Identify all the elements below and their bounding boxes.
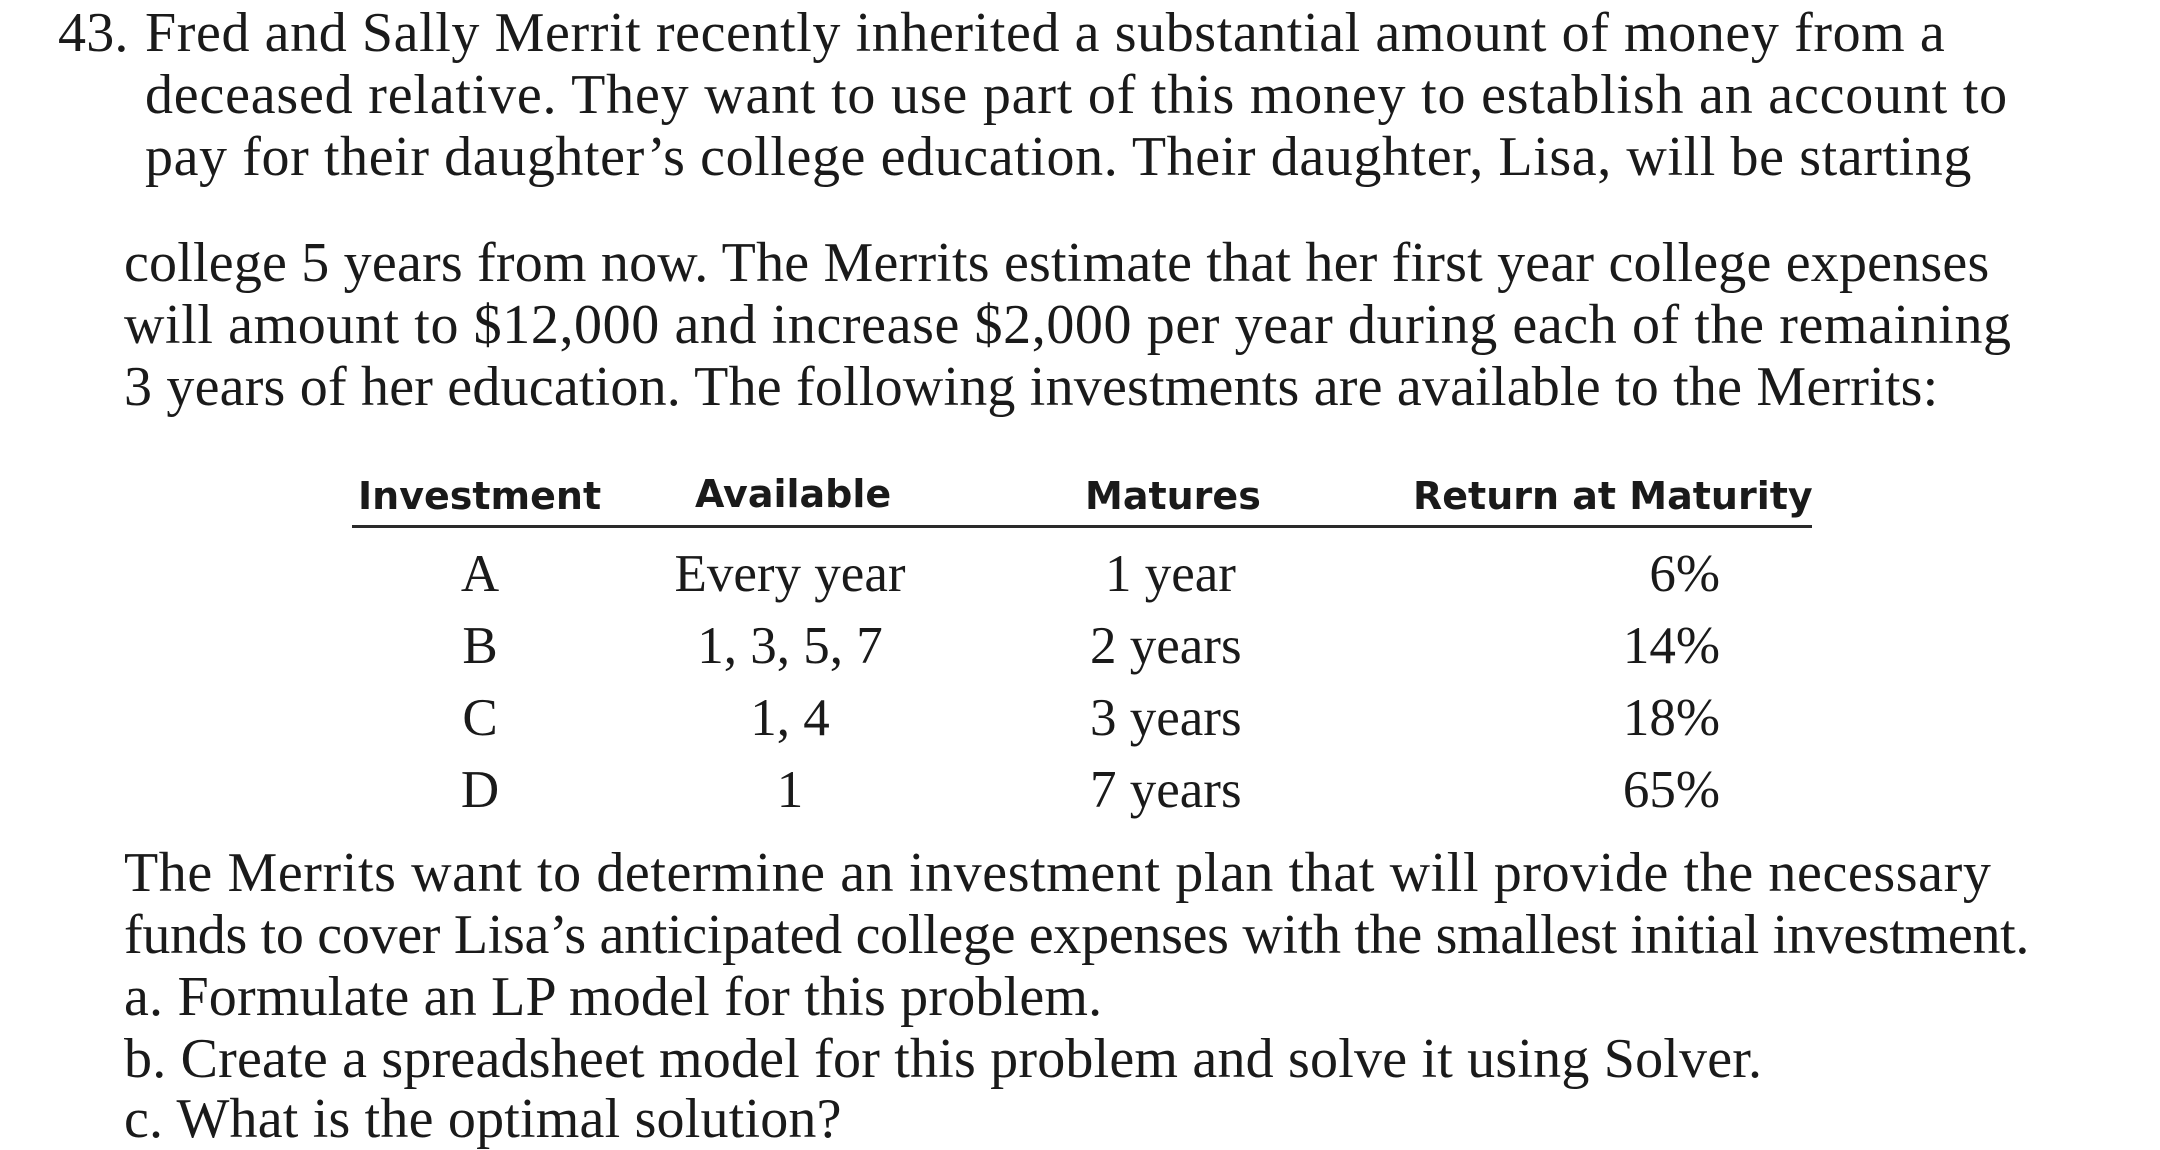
header-return: Return at Maturity [1413,474,1813,518]
cell-matures: 7 years [1090,761,1242,819]
body-line: will amount to $12,000 and increase $2,000 per year during each of the remaining [124,294,2012,356]
cell-investment: D [460,761,500,819]
body-line: college 5 years from now. The Merrits estimate that her first year college expenses [124,232,1990,294]
cell-available: Every year [674,545,906,603]
cell-return: 6% [1649,545,1720,603]
part-a: a. Formulate an LP model for this problem. [124,966,1103,1028]
cell-return: 65% [1622,761,1720,819]
cell-return: 14% [1622,617,1720,675]
header-available: Available [695,472,892,516]
intro-line: deceased relative. They want to use part of this money to establish an account to [145,64,2008,126]
cell-matures: 3 years [1090,689,1242,747]
part-b: b. Create a spreadsheet model for this problem and solve it using Solver. [124,1028,1763,1090]
body-line: 3 years of her education. The following investments are available to the Merrits: [124,356,1939,418]
cell-investment: B [462,617,498,675]
header-investment: Investment [358,474,602,518]
cell-available: 1, 4 [750,689,830,747]
intro-line: pay for their daughter’s college education. Their daughter, Lisa, will be starting [145,126,1972,188]
part-c: c. What is the optimal solution? [124,1088,842,1150]
cell-available: 1, 3, 5, 7 [697,617,883,675]
cell-available: 1 [776,761,804,819]
closing-line: funds to cover Lisa’s anticipated college expenses with the smallest initial investment. [124,904,2030,966]
cell-investment: C [462,689,498,747]
cell-matures: 2 years [1090,617,1242,675]
problem-number: 43. [58,2,129,64]
closing-line: The Merrits want to determine an investment plan that will provide the necessary [124,842,1992,904]
intro-line: Fred and Sally Merrit recently inherited a substantial amount of money from a [145,2,1946,64]
cell-return: 18% [1622,689,1720,747]
header-matures: Matures [1085,474,1261,518]
cell-investment: A [460,545,500,603]
cell-matures: 1 year [1105,545,1236,603]
header-rule [352,525,1812,528]
